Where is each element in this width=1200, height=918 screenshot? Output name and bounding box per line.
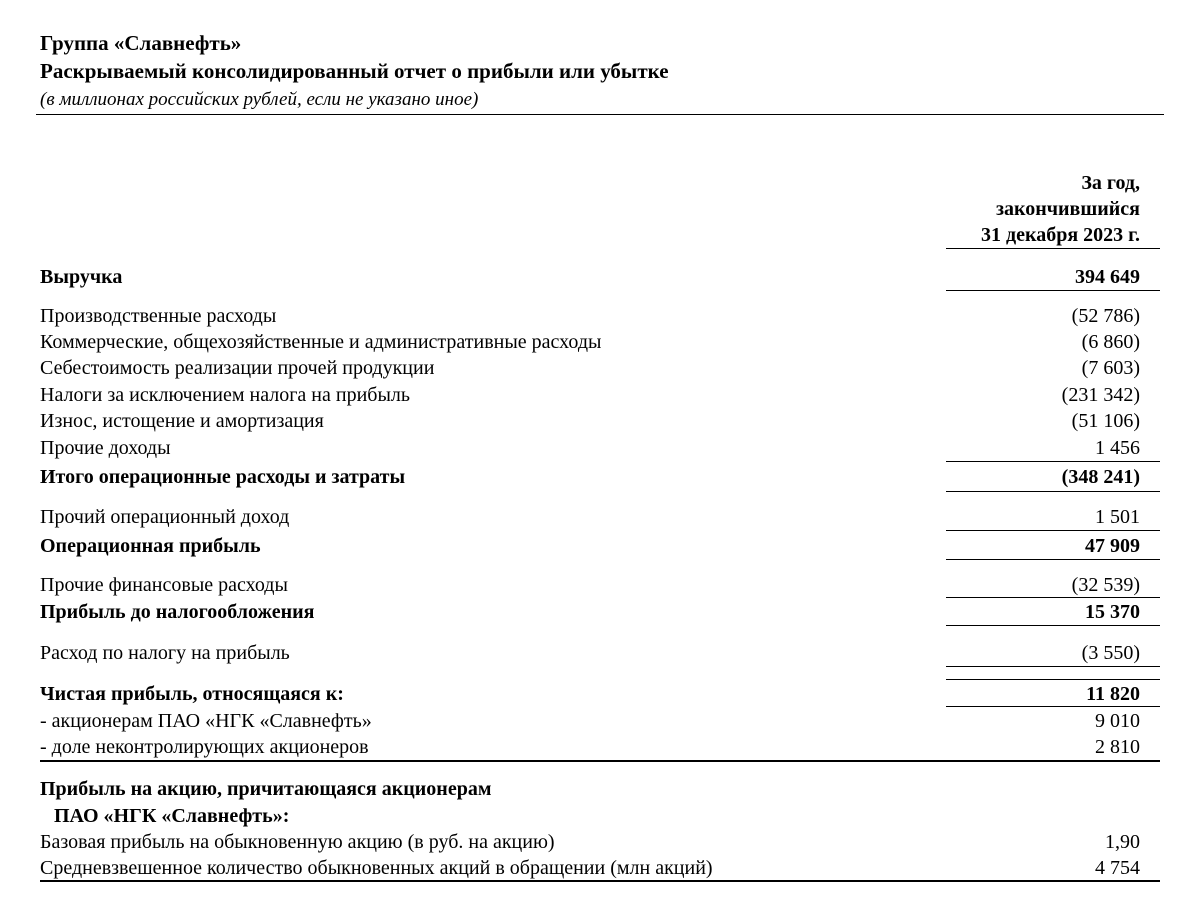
row-value: (52 786) bbox=[1071, 305, 1140, 327]
row-other-finance-costs bbox=[40, 572, 1140, 598]
row-value: (231 342) bbox=[1061, 384, 1140, 406]
rule-operating-profit bbox=[946, 559, 1160, 560]
row-value: 47 909 bbox=[1085, 535, 1140, 557]
report-title: Раскрываемый консолидированный отчет о прибыли или убытке bbox=[40, 59, 669, 83]
report-subtitle: (в миллионах российских рублей, если не указано иное) bbox=[40, 89, 479, 110]
column-header-line2: закончившийся bbox=[995, 198, 1140, 220]
row-cost-other-products bbox=[40, 355, 1140, 381]
row-revenue bbox=[40, 264, 1140, 290]
row-value: 15 370 bbox=[1085, 601, 1140, 623]
row-value: 394 649 bbox=[1075, 266, 1140, 288]
column-header-line1: За год, bbox=[1081, 172, 1140, 194]
rule-above-operating-profit bbox=[946, 530, 1160, 531]
row-value: 9 010 bbox=[1095, 710, 1140, 732]
row-label: Чистая прибыль, относящаяся к: bbox=[40, 683, 344, 705]
row-other-operating-income bbox=[40, 504, 1140, 530]
row-label: Базовая прибыль на обыкновенную акцию (в руб. на акцию) bbox=[40, 831, 555, 853]
row-value: (6 860) bbox=[1081, 331, 1140, 353]
rule-income-tax bbox=[946, 666, 1160, 667]
row-dda bbox=[40, 408, 1140, 434]
row-label: Прочий операционный доход bbox=[40, 506, 290, 528]
row-income-tax bbox=[40, 640, 1140, 666]
row-value: (7 603) bbox=[1081, 357, 1140, 379]
row-nci bbox=[40, 734, 1140, 760]
rule-net-profit bbox=[946, 706, 1160, 707]
row-basic-eps bbox=[40, 829, 1140, 855]
row-label: Коммерческие, общехозяйственные и административные расходы bbox=[40, 331, 602, 353]
row-sga bbox=[40, 329, 1140, 355]
row-profit-before-tax bbox=[40, 599, 1140, 625]
rule-above-net-profit bbox=[946, 679, 1160, 680]
rule-profit-before-tax bbox=[946, 625, 1160, 626]
row-label: Выручка bbox=[40, 266, 123, 288]
row-value: 1 501 bbox=[1095, 506, 1140, 528]
row-value: 2 810 bbox=[1095, 736, 1140, 758]
row-value: 11 820 bbox=[1086, 683, 1140, 705]
rule-revenue bbox=[946, 290, 1160, 291]
row-label: Износ, истощение и амортизация bbox=[40, 410, 324, 432]
row-label: Прочие доходы bbox=[40, 437, 171, 459]
row-value: (3 550) bbox=[1081, 642, 1140, 664]
row-label: ПАО «НГК «Славнефть»: bbox=[54, 805, 290, 827]
row-label: Прочие финансовые расходы bbox=[40, 574, 288, 596]
row-label: - акционерам ПАО «НГК «Славнефть» bbox=[40, 710, 372, 732]
row-label: Прибыль до налогообложения bbox=[40, 601, 315, 623]
row-label: Производственные расходы bbox=[40, 305, 277, 327]
row-value: 1,90 bbox=[1105, 831, 1140, 853]
row-taxes-other bbox=[40, 382, 1140, 408]
row-label: Расход по налогу на прибыль bbox=[40, 642, 290, 664]
row-value: 1 456 bbox=[1095, 437, 1140, 459]
row-total-opex bbox=[40, 464, 1140, 490]
row-shareholders bbox=[40, 708, 1140, 734]
column-header-line3: 31 декабря 2023 г. bbox=[981, 224, 1140, 246]
row-weighted-shares bbox=[40, 855, 1140, 881]
row-other-income bbox=[40, 435, 1140, 461]
rule-above-profit-before-tax bbox=[946, 597, 1160, 598]
rule-bottom bbox=[40, 880, 1160, 882]
row-label: Средневзвешенное количество обыкновенных акций в обращении (млн акций) bbox=[40, 857, 713, 879]
row-eps-heading1 bbox=[40, 776, 1140, 802]
row-value: (348 241) bbox=[1061, 466, 1140, 488]
row-label: Итого операционные расходы и затраты bbox=[40, 466, 406, 488]
row-label: Прибыль на акцию, причитающаяся акционерам bbox=[40, 778, 492, 800]
row-operating-profit bbox=[40, 533, 1140, 559]
rule-above-total-opex bbox=[946, 461, 1160, 462]
row-value: (51 106) bbox=[1071, 410, 1140, 432]
row-net-profit bbox=[40, 681, 1140, 707]
column-header-rule bbox=[946, 248, 1160, 249]
row-eps-heading2 bbox=[40, 803, 1140, 829]
rule-section-divider bbox=[40, 760, 1160, 762]
row-label: - доле неконтролирующих акционеров bbox=[40, 736, 369, 758]
row-value: 4 754 bbox=[1095, 857, 1140, 879]
row-value: (32 539) bbox=[1071, 574, 1140, 596]
row-label: Себестоимость реализации прочей продукции bbox=[40, 357, 435, 379]
row-label: Налоги за исключением налога на прибыль bbox=[40, 384, 411, 406]
rule-total-opex bbox=[946, 491, 1160, 492]
row-label: Операционная прибыль bbox=[40, 535, 261, 557]
header-rule bbox=[36, 114, 1164, 115]
company-name: Группа «Славнефть» bbox=[40, 31, 242, 55]
row-production-costs bbox=[40, 303, 1140, 329]
